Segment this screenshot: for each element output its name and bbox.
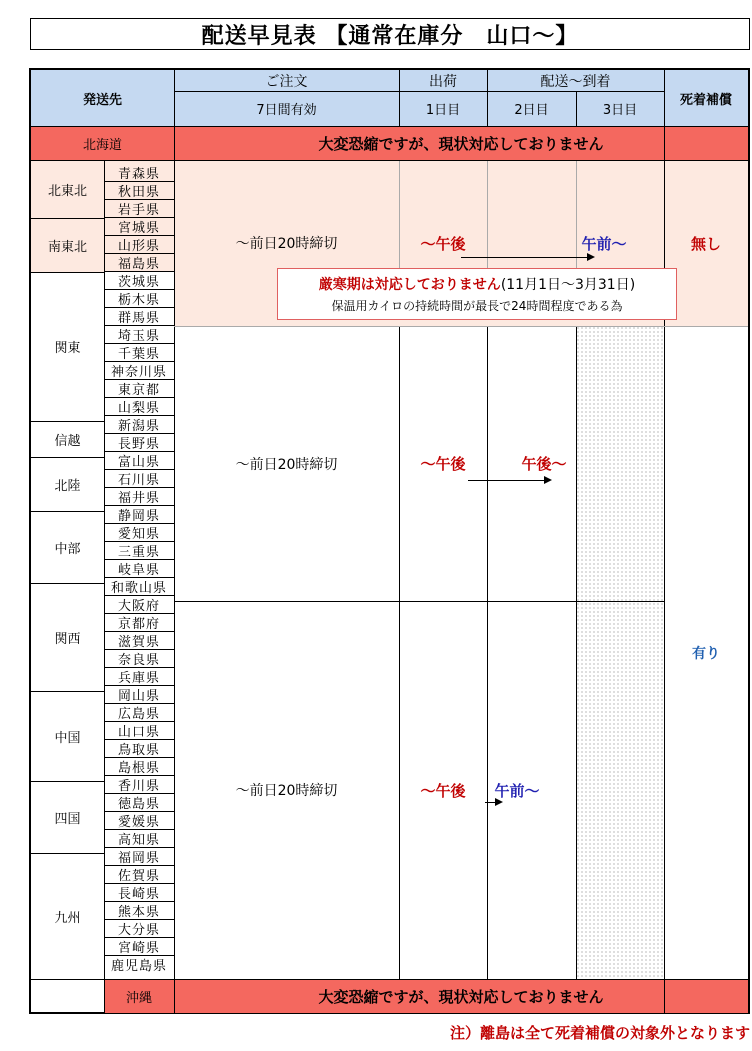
prefecture-cell: 山梨県 <box>117 400 160 416</box>
prefecture-cell: 千葉県 <box>117 346 160 362</box>
header-day3: 3日目 <box>602 103 638 118</box>
prefecture-cell: 鳥取県 <box>117 742 160 758</box>
prefecture-cell: 静岡県 <box>117 508 160 524</box>
prefecture-cell: 山形県 <box>117 238 160 254</box>
prefecture-cell: 埼玉県 <box>117 328 160 344</box>
prefecture-cell: 島根県 <box>117 760 160 776</box>
prefecture-cell: 高知県 <box>117 832 160 848</box>
group1-cutoff: ～前日20時締切 <box>235 236 338 252</box>
okinawa-message: 大変恐縮ですが、現状対応しておりません <box>318 987 604 1006</box>
prefecture-cell: 福島県 <box>117 256 160 272</box>
region-kyushu: 九州 <box>54 910 81 926</box>
group3-cutoff: ～前日20時締切 <box>235 783 338 799</box>
prefecture-cell: 大分県 <box>117 922 160 938</box>
region-kanto: 関東 <box>54 341 81 356</box>
prefecture-cell: 栃木県 <box>117 292 160 308</box>
prefecture-cell: 兵庫県 <box>117 670 160 686</box>
prefecture-cell: 青森県 <box>117 166 160 182</box>
prefecture-cell: 広島県 <box>117 706 160 722</box>
group1-arrive-time: 午前～ <box>581 234 627 253</box>
region-chubu: 中部 <box>54 541 81 557</box>
group3-arrow <box>485 802 501 803</box>
prefecture-cell: 奈良県 <box>117 652 160 668</box>
region-shikoku: 四国 <box>54 811 81 827</box>
header-compensation: 死着補償 <box>679 92 732 108</box>
footnote: 注）離島は全て死着補償の対象外となります <box>449 1024 750 1042</box>
group1-compensation: 無し <box>690 234 721 253</box>
group1-ship-time: ～午後 <box>420 234 466 253</box>
header-day1: 1日目 <box>425 103 461 118</box>
group2-ship-time: ～午後 <box>420 455 466 473</box>
winter-notice-period: (11月1日～3月31日) <box>500 277 636 293</box>
prefecture-cell: 山口県 <box>117 724 160 740</box>
header-deliver: 配送～到着 <box>540 73 611 90</box>
prefecture-cell: 秋田県 <box>117 184 160 200</box>
prefecture-cell: 岡山県 <box>117 688 160 704</box>
hokkaido-label: 北海道 <box>82 137 122 153</box>
prefecture-cell: 長崎県 <box>117 886 160 902</box>
page-title: 配送早見表 【通常在庫分 山口～】 <box>30 18 750 50</box>
header-day2: 2日目 <box>514 103 549 118</box>
winter-notice-bold: 厳寒期は対応しておりません <box>318 277 501 293</box>
region-chugoku: 中国 <box>54 730 81 746</box>
compensation-yes: 有り <box>692 645 720 662</box>
group2-arrive-time: 午後～ <box>521 455 567 473</box>
hokkaido-message: 大変恐縮ですが、現状対応しておりません <box>318 134 604 153</box>
prefecture-cell: 群馬県 <box>117 310 160 326</box>
region-kansai: 関西 <box>54 631 81 647</box>
header-order-valid: 7日間有効 <box>256 103 317 118</box>
header-destination: 発送先 <box>82 92 122 108</box>
region-minamitohoku: 南東北 <box>47 239 87 255</box>
prefecture-cell: 長野県 <box>117 436 160 452</box>
group3-ship-time: ～午後 <box>420 781 466 800</box>
prefecture-cell: 和歌山県 <box>110 580 167 596</box>
group2-arrow <box>468 480 550 481</box>
prefecture-cell: 福岡県 <box>117 850 160 866</box>
prefecture-cell: 東京都 <box>117 382 160 398</box>
prefecture-cell: 岐阜県 <box>117 562 160 578</box>
prefecture-cell: 佐賀県 <box>117 868 160 884</box>
prefecture-cell: 茨城県 <box>117 274 160 290</box>
prefecture-cell: 富山県 <box>117 454 160 470</box>
prefecture-cell: 愛媛県 <box>117 814 160 830</box>
prefecture-cell: 滋賀県 <box>117 634 160 650</box>
region-hokuriku: 北陸 <box>54 478 81 494</box>
region-kitatohoku: 北東北 <box>47 183 87 199</box>
prefecture-cell: 三重県 <box>117 544 160 560</box>
okinawa-label: 沖縄 <box>125 990 152 1006</box>
prefecture-cell: 大阪府 <box>117 598 160 614</box>
prefecture-cell: 岩手県 <box>117 202 160 218</box>
prefecture-cell: 新潟県 <box>117 418 160 434</box>
prefecture-cell: 神奈川県 <box>110 364 167 380</box>
prefecture-cell: 鹿児島県 <box>110 958 167 974</box>
prefecture-cell: 京都府 <box>117 616 160 632</box>
winter-notice-box <box>277 268 677 320</box>
prefecture-cell: 徳島県 <box>117 796 160 812</box>
prefecture-cell: 愛知県 <box>117 526 160 542</box>
prefecture-cell: 香川県 <box>117 778 160 794</box>
group1-arrow <box>461 257 593 258</box>
prefecture-cell: 宮城県 <box>117 220 160 236</box>
winter-notice-reason: 保温用カイロの持続時間が最長で24時間程度である為 <box>331 299 623 313</box>
prefecture-cell: 福井県 <box>117 490 160 506</box>
header-order: ご注文 <box>265 73 308 90</box>
prefecture-cell: 宮崎県 <box>117 940 160 956</box>
group2-cutoff: ～前日20時締切 <box>235 456 338 473</box>
header-ship: 出荷 <box>429 73 457 90</box>
region-shinetsu: 信越 <box>54 433 81 449</box>
day3-dotted-area <box>576 326 664 979</box>
prefecture-cell: 石川県 <box>117 472 160 488</box>
delivery-table <box>29 68 750 1014</box>
group3-arrive-time: 午前～ <box>494 781 540 800</box>
prefecture-cell: 熊本県 <box>117 904 160 920</box>
